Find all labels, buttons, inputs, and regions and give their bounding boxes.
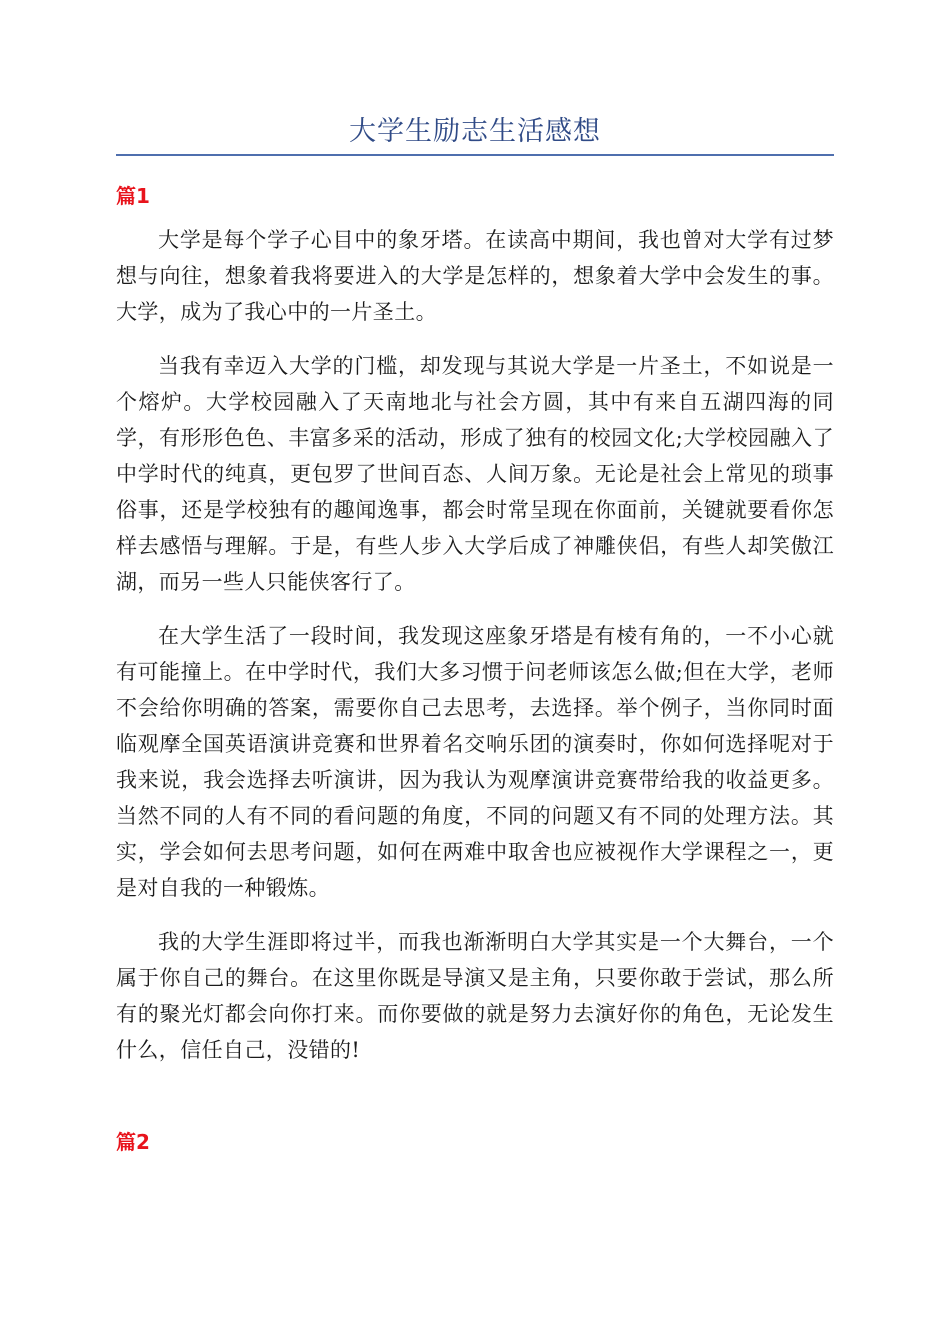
paragraph: 当我有幸迈入大学的门槛，却发现与其说大学是一片圣土，不如说是一个熔炉。大学校园融入了天南地北与社会方圆，其中有来自五湖四海的同学，有形形色色、丰富多采的活动，形成了独有的校园文化;大学校园融入了中学时代的纯真，更包罗了世间百态、人间万象。无论是社会上常见的琐事俗事，还是学校独有的趣闻逸事，都会时常呈现在你面前，关键就要看你怎样去感悟与理解。于是，有些人步入大学后成了神雕侠侣，有些人却笑傲江湖，而另一些人只能侠客行了。 <box>116 354 834 594</box>
section-heading-1: 篇1 <box>116 184 150 208</box>
section-heading-2: 篇2 <box>116 1130 150 1154</box>
section-1-body <box>116 222 834 1086</box>
paragraph: 大学是每个学子心目中的象牙塔。在读高中期间，我也曾对大学有过梦想与向往，想象着我将要进入的大学是怎样的，想象着大学中会发生的事。大学，成为了我心中的一片圣土。 <box>116 228 834 324</box>
title-underline <box>116 154 834 156</box>
paragraph: 在大学生活了一段时间，我发现这座象牙塔是有棱有角的，一不小心就有可能撞上。在中学时代，我们大多习惯于问老师该怎么做;但在大学，老师不会给你明确的答案，需要你自己去思考，去选择。举个例子，当你同时面临观摩全国英语演讲竞赛和世界着名交响乐团的演奏时，你如何选择呢对于我来说，我会选择去听演讲，因为我认为观摩演讲竞赛带给我的收益更多。当然不同的人有不同的看问题的角度，不同的问题又有不同的处理方法。其实，学会如何去思考问题，如何在两难中取舍也应被视作大学课程之一，更是对自我的一种锻炼。 <box>116 624 834 900</box>
paragraph: 我的大学生涯即将过半，而我也渐渐明白大学其实是一个大舞台，一个属于你自己的舞台。在这里你既是导演又是主角，只要你敢于尝试，那么所有的聚光灯都会向你打来。而你要做的就是努力去演好你的角色，无论发生什么，信任自己，没错的! <box>116 930 834 1062</box>
document-title: 大学生励志生活感想 <box>349 116 601 147</box>
